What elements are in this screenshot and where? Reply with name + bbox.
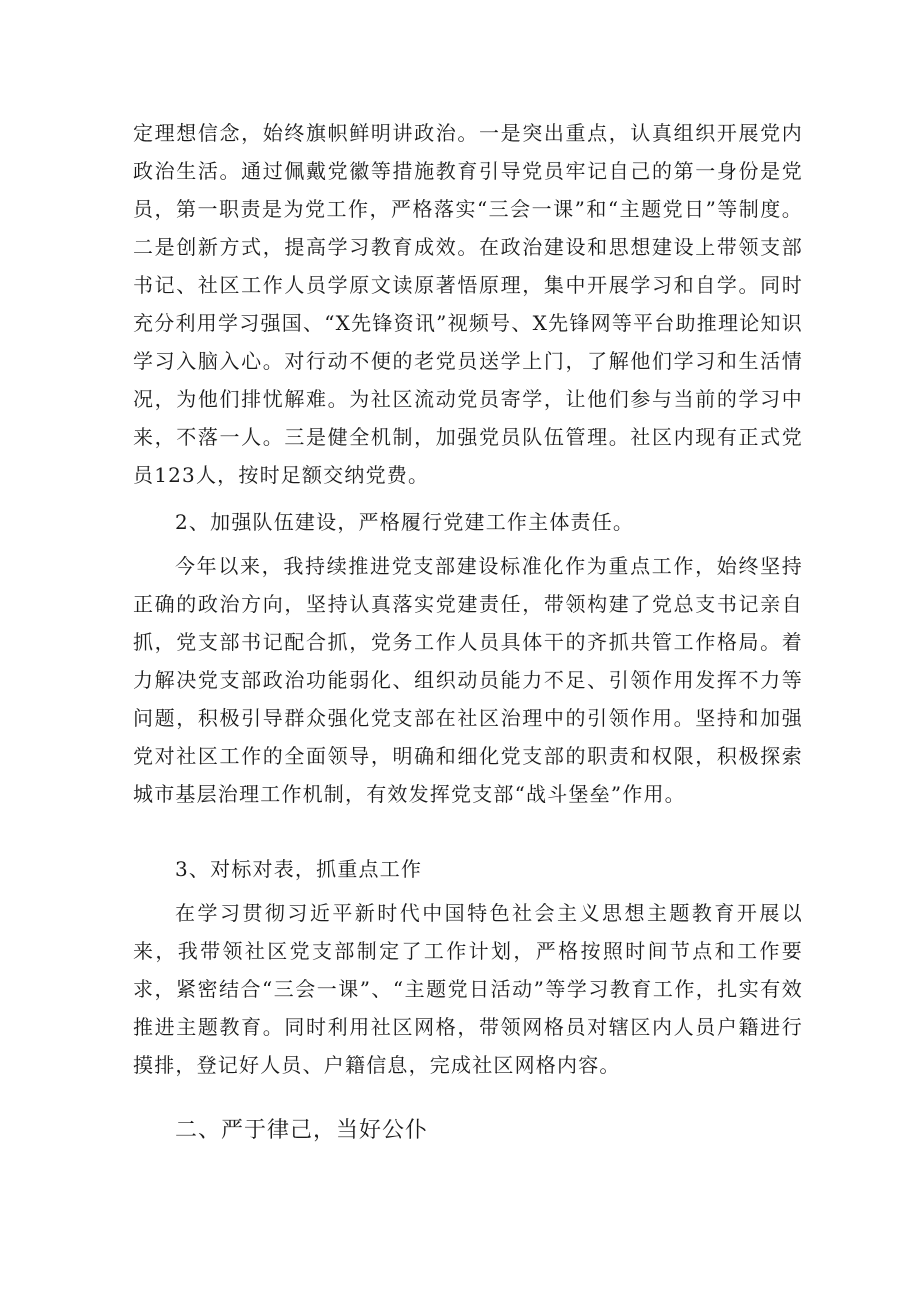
subheading-team-building: 2、加强队伍建设，严格履行党建工作主体责任。	[175, 510, 635, 534]
paragraph-political-building: 定理想信念，始终旗帜鲜明讲政治。一是突出重点，认真组织开展党内政治生活。通过佩戴党徽等措施教育引导党员牢记自己的第一身份是党员，第一职责是为党工作，严格落实“三会一课”和“主题党日”等制度。二是创新方式，提高学习教育成效。在政治建设和思想建设上带领支部书记、社区工作人员学原文读原著悟原理，集中开展学习和自学。同时充分利用学习强国、“X先锋资讯”视频号、X先锋网等平台助推理论知识学习入脑入心。对行动不便的老党员送学上门，了解他们学习和生活情况，为他们排忧解难。为社区流动党员寄学，让他们参与当前的学习中来，不落一人。三是健全机制，加强党员队伍管理。社区内现有正式党员123人，按时足额交纳党费。	[133, 121, 803, 487]
section-heading: 二、严于律己，当好公仆	[175, 1118, 429, 1143]
paragraph-key-work: 在学习贯彻习近平新时代中国特色社会主义思想主题教育开展以来，我带领社区党支部制定了工作计划，严格按照时间节点和工作要求，紧密结合“三会一课”、“主题党日活动”等学习教育工作，扎实有效推进主题教育。同时利用社区网格，带领网格员对辖区内人员户籍进行摸排，登记好人员、户籍信息，完成社区网格内容。	[133, 901, 803, 1077]
subheading-key-work: 3、对标对表，抓重点工作	[175, 857, 423, 881]
paragraph-team-building: 今年以来，我持续推进党支部建设标准化作为重点工作，始终坚持正确的政治方向，坚持认真落实党建责任，带领构建了党总支书记亲自抓，党支部书记配合抓，党务工作人员具体干的齐抓共管工作格局。着力解决党支部政治功能弱化、组织动员能力不足、引领作用发挥不力等问题，积极引导群众强化党支部在社区治理中的引领作用。坚持和加强党对社区工作的全面领导，明确和细化党支部的职责和权限，积极探索城市基层治理工作机制，有效发挥党支部“战斗堡垒”作用。	[133, 554, 803, 806]
